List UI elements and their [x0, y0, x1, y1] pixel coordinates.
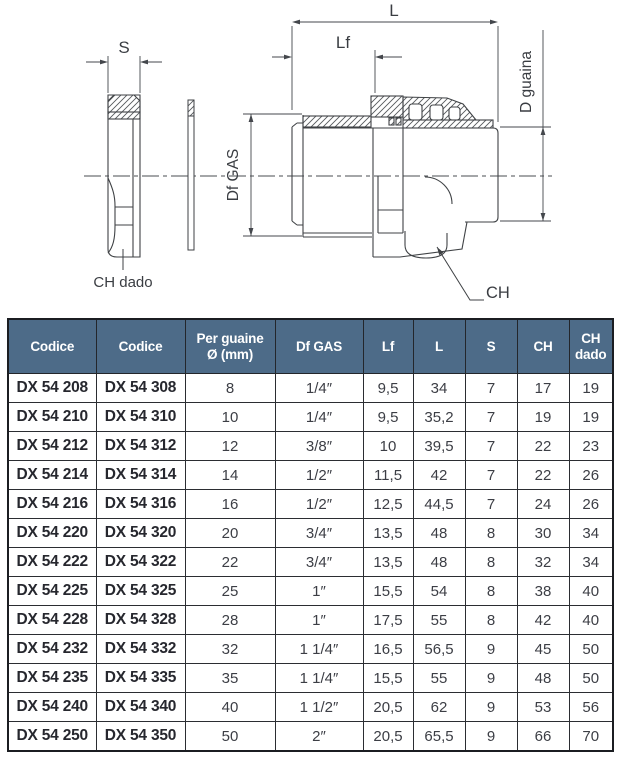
code-cell: DX 54 208: [8, 374, 96, 403]
value-cell: 55: [413, 606, 465, 635]
table-row: [8, 606, 613, 635]
value-cell: 50: [185, 722, 275, 752]
fitting-body: [292, 96, 498, 258]
code-cell: DX 54 216: [8, 490, 96, 519]
l-arrow-right: [490, 20, 498, 25]
code-cell: DX 54 322: [96, 548, 185, 577]
value-cell: 12,5: [363, 490, 413, 519]
dim-label-lf: Lf: [335, 33, 351, 52]
s-arrow-right: [140, 60, 148, 65]
code-cell: DX 54 340: [96, 693, 185, 722]
value-cell: 9,5: [363, 403, 413, 432]
value-cell: 65,5: [413, 722, 465, 752]
code-cell: DX 54 328: [96, 606, 185, 635]
value-cell: 1″: [275, 577, 363, 606]
value-cell: 48: [413, 548, 465, 577]
value-cell: 11,5: [363, 461, 413, 490]
value-cell: 14: [185, 461, 275, 490]
value-cell: 35: [185, 664, 275, 693]
value-cell: 7: [465, 403, 517, 432]
value-cell: 7: [465, 461, 517, 490]
value-cell: 1 1/4″: [275, 664, 363, 693]
dim-label-s: S: [118, 38, 130, 57]
code-cell: DX 54 220: [8, 519, 96, 548]
value-cell: 15,5: [363, 577, 413, 606]
value-cell: 42: [413, 461, 465, 490]
value-cell: 13,5: [363, 519, 413, 548]
code-cell: DX 54 235: [8, 664, 96, 693]
value-cell: 1/4″: [275, 403, 363, 432]
value-cell: 9,5: [363, 374, 413, 403]
column-header: CH: [517, 319, 569, 374]
value-cell: 30: [517, 519, 569, 548]
value-cell: 9: [465, 635, 517, 664]
value-cell: 34: [569, 548, 613, 577]
value-cell: 1 1/4″: [275, 635, 363, 664]
value-cell: 28: [185, 606, 275, 635]
code-cell: DX 54 320: [96, 519, 185, 548]
code-cell: DX 54 325: [96, 577, 185, 606]
lf-arrow-right: [375, 55, 383, 60]
dim-label-df-gas: Df GAS: [225, 148, 242, 202]
value-cell: 12: [185, 432, 275, 461]
value-cell: 10: [363, 432, 413, 461]
value-cell: 45: [517, 635, 569, 664]
value-cell: 15,5: [363, 664, 413, 693]
value-cell: 2″: [275, 722, 363, 752]
value-cell: 8: [465, 519, 517, 548]
table-row: [8, 461, 613, 490]
dim-label-l: L: [389, 1, 399, 20]
table-row: [8, 548, 613, 577]
value-cell: 55: [413, 664, 465, 693]
table-row: [8, 577, 613, 606]
code-cell: DX 54 222: [8, 548, 96, 577]
value-cell: 39,5: [413, 432, 465, 461]
code-cell: DX 54 316: [96, 490, 185, 519]
header-row: [8, 319, 613, 374]
table-row: [8, 693, 613, 722]
dim-label-ch-dado: CH dado: [93, 274, 153, 291]
value-cell: 66: [517, 722, 569, 752]
value-cell: 32: [185, 635, 275, 664]
dg-arrow-up: [541, 127, 546, 135]
code-cell: DX 54 225: [8, 577, 96, 606]
column-header: S: [465, 319, 517, 374]
code-cell: DX 54 335: [96, 664, 185, 693]
value-cell: 20: [185, 519, 275, 548]
value-cell: 40: [185, 693, 275, 722]
value-cell: 34: [569, 519, 613, 548]
value-cell: 48: [517, 664, 569, 693]
value-cell: 1″: [275, 606, 363, 635]
table-row: [8, 374, 613, 403]
value-cell: 8: [465, 548, 517, 577]
column-header: Codice: [96, 319, 185, 374]
table-row: [8, 432, 613, 461]
table-row: [8, 664, 613, 693]
value-cell: 26: [569, 461, 613, 490]
value-cell: 20,5: [363, 693, 413, 722]
s-dimension: [86, 56, 162, 93]
washer: [188, 100, 194, 250]
value-cell: 40: [569, 606, 613, 635]
value-cell: 56: [569, 693, 613, 722]
value-cell: 56,5: [413, 635, 465, 664]
value-cell: 7: [465, 374, 517, 403]
value-cell: 40: [569, 577, 613, 606]
value-cell: 50: [569, 635, 613, 664]
value-cell: 7: [465, 490, 517, 519]
value-cell: 44,5: [413, 490, 465, 519]
value-cell: 9: [465, 693, 517, 722]
value-cell: 1 1/2″: [275, 693, 363, 722]
code-cell: DX 54 212: [8, 432, 96, 461]
value-cell: 22: [517, 461, 569, 490]
code-cell: DX 54 310: [96, 403, 185, 432]
spec-table: [7, 318, 614, 752]
value-cell: 26: [569, 490, 613, 519]
code-cell: DX 54 232: [8, 635, 96, 664]
code-cell: DX 54 332: [96, 635, 185, 664]
value-cell: 20,5: [363, 722, 413, 752]
technical-drawing: [0, 0, 621, 310]
value-cell: 53: [517, 693, 569, 722]
value-cell: 62: [413, 693, 465, 722]
value-cell: 17: [517, 374, 569, 403]
df-arrow-down: [249, 228, 254, 236]
value-cell: 17,5: [363, 606, 413, 635]
value-cell: 3/4″: [275, 519, 363, 548]
column-header: L: [413, 319, 465, 374]
value-cell: 16: [185, 490, 275, 519]
column-header: CH dado: [569, 319, 613, 374]
value-cell: 32: [517, 548, 569, 577]
value-cell: 8: [465, 577, 517, 606]
lf-arrow-left: [284, 55, 292, 60]
value-cell: 3/8″: [275, 432, 363, 461]
table-row: [8, 403, 613, 432]
value-cell: 54: [413, 577, 465, 606]
value-cell: 1/2″: [275, 461, 363, 490]
value-cell: 7: [465, 432, 517, 461]
value-cell: 48: [413, 519, 465, 548]
l-arrow-left: [292, 20, 300, 25]
value-cell: 19: [569, 403, 613, 432]
dim-label-ch: CH: [486, 284, 510, 302]
value-cell: 3/4″: [275, 548, 363, 577]
code-cell: DX 54 308: [96, 374, 185, 403]
code-cell: DX 54 350: [96, 722, 185, 752]
code-cell: DX 54 314: [96, 461, 185, 490]
code-cell: DX 54 240: [8, 693, 96, 722]
code-cell: DX 54 228: [8, 606, 96, 635]
value-cell: 22: [185, 548, 275, 577]
value-cell: 16,5: [363, 635, 413, 664]
value-cell: 70: [569, 722, 613, 752]
value-cell: 35,2: [413, 403, 465, 432]
table-row: [8, 490, 613, 519]
value-cell: 13,5: [363, 548, 413, 577]
code-cell: DX 54 210: [8, 403, 96, 432]
value-cell: 1/2″: [275, 490, 363, 519]
code-cell: DX 54 250: [8, 722, 96, 752]
value-cell: 25: [185, 577, 275, 606]
value-cell: 9: [465, 664, 517, 693]
value-cell: 19: [517, 403, 569, 432]
ch-leader: [437, 247, 484, 300]
value-cell: 9: [465, 722, 517, 752]
table-body: [8, 374, 613, 752]
code-cell: DX 54 214: [8, 461, 96, 490]
value-cell: 10: [185, 403, 275, 432]
value-cell: 22: [517, 432, 569, 461]
table-row: [8, 519, 613, 548]
dim-label-d-guaina: D guaina: [518, 50, 535, 114]
value-cell: 23: [569, 432, 613, 461]
df-arrow-up: [249, 114, 254, 122]
column-header: Codice: [8, 319, 96, 374]
value-cell: 24: [517, 490, 569, 519]
dg-arrow-down: [541, 213, 546, 221]
value-cell: 38: [517, 577, 569, 606]
table-row: [8, 635, 613, 664]
s-arrow-left: [100, 60, 108, 65]
column-header: Lf: [363, 319, 413, 374]
value-cell: 19: [569, 374, 613, 403]
value-cell: 8: [185, 374, 275, 403]
column-header: Per guaine Ø (mm): [185, 319, 275, 374]
fitting-drawing-svg: [0, 0, 621, 310]
value-cell: 1/4″: [275, 374, 363, 403]
column-header: Df GAS: [275, 319, 363, 374]
value-cell: 50: [569, 664, 613, 693]
value-cell: 34: [413, 374, 465, 403]
value-cell: 8: [465, 606, 517, 635]
table-row: [8, 722, 613, 752]
value-cell: 42: [517, 606, 569, 635]
code-cell: DX 54 312: [96, 432, 185, 461]
df-gas-dimension: [243, 114, 302, 236]
table-header: [8, 319, 613, 374]
